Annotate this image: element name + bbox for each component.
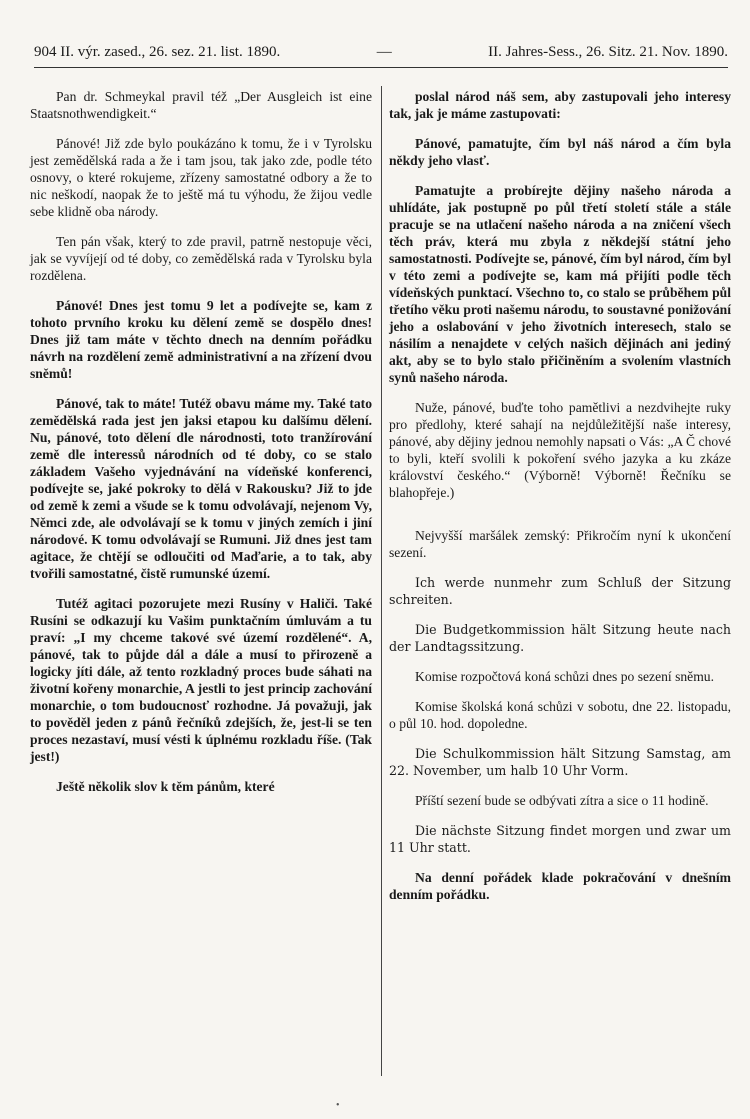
header-rule [34, 67, 728, 68]
paragraph: Pánové! Dnes jest tomu 9 let a podívejte se, kam z tohoto prvního kroku ku dělení země se dospělo dnes! Dnes již tam máte v těchto dnech na denním pořádku návrh na rozdělení země administrativní a na zřízení dvou sněmů! [30, 298, 372, 381]
header-separator: — [376, 44, 392, 60]
paragraph: Die Budgetkommission hält Sitzung heute nach der Landtagssitzung. [389, 622, 731, 654]
page-header [34, 40, 728, 64]
paragraph: Pan dr. Schmeykal pravil též „Der Ausgleich ist eine Staatsnothwendigkeit.“ [30, 89, 372, 121]
left-column [30, 88, 372, 808]
paragraph: Pánové, pamatujte, čím byl náš národ a čím byla někdy jeho vlasť. [389, 136, 731, 168]
paragraph: Pamatujte a probírejte dějiny našeho národa a uhlídáte, jak postupně po půl třetí století stále a stále pracuje se na utlačení našeho národa a na zničení všech těch práv, která mu zbyla z někdejší státní jeho samostatnosti. Podívejte se, pánové, čím byl národ, čím byl v této zemi a podívejte se, kam má přijíti podle těch vídeňských punktací. Všechno to, co stalo se průběhem půl třetího věku proti našemu národu, to soustavné ponižování jeho a oslabování v jeho životních interesech, stalo se násilím a nenajdete v celých našich dějinách ani jediný akt, aby se to bylo stalo přičiněním a svolením vlastních synů našeho národa. [389, 183, 731, 385]
header-right: II. Jahres-Sess., 26. Sitz. 21. Nov. 1890. [488, 44, 728, 60]
paragraph: Příští sezení bude se odbývati zítra a sice o 11 hodině. [415, 793, 709, 808]
speaker-paragraph: Nejvyšší maršálek zemský: Přikročím nyní k ukončení sezení. [389, 528, 731, 560]
paragraph: Die nächste Sitzung findet morgen und zwar um 11 Uhr statt. [389, 823, 731, 855]
paragraph: Ten pán však, který to zde pravil, patrně nestopuje věci, jak se vyvíjejí od té doby, co zemědělská rada v Tyrolsku byla rozdělena. [30, 234, 372, 283]
paragraph: Die Schulkommission hält Sitzung Samstag, am 22. November, um halb 10 Uhr Vorm. [389, 746, 731, 778]
right-column [389, 88, 731, 916]
paragraph: Nuže, pánové, buďte toho pamětlivi a nezdvihejte ruky pro předlohy, které sahají na nejdůležitější naše interesy, pánové, aby dějiny jednou nemohly napsati o Vás: „A Č chové to byli, kteří svolili k pokoření svého jazyka a ku zkáze království českého.“ (Výborně! Výborně! Řečníku se blahopřeje.) [389, 400, 731, 500]
paragraph: Pánové! Již zde bylo poukázáno k tomu, že i v Tyrolsku jest zemědělská rada a že i tam jsou, tak jako zde, podle této osnovy, o které rokujeme, zřízeny samostatné odbory a že to nic neškodí, naopak že to ještě má tu výhodu, že žijou vedle sebe klidně oba národy. [30, 136, 372, 219]
paragraph: poslal národ náš sem, aby zastupovali jeho interesy tak, jak je máme zastupovati: [389, 89, 731, 121]
paragraph: Komise rozpočtová koná schůzi dnes po sezení sněmu. [415, 669, 714, 684]
paragraph: Na denní pořádek klade pokračování v dnešním denním pořádku. [389, 870, 731, 902]
header-left: 904 II. výr. zased., 26. sez. 21. list. 1890. [34, 44, 281, 60]
footer-mark: • [336, 1100, 340, 1111]
column-divider [381, 86, 382, 1076]
paragraph: Pánové, tak to máte! Tutéž obavu máme my. Také tato zemědělská rada jest jen jaksi etapou ku dalšímu dělení. Nu, pánové, toto dělení dle národnosti, toto tranžírování země dle interessů národních od té doby, co se stalo základem Vašeho vyjednávání na vídeňské konferenci, podívejte se, jaké pokroky to dělá v Rakousku? Již to jde od země k zemi a všude se k tomu odvolávají, nejenom Vy, Němci zde, ale odvolávají se k tomu v jiných zemích i jiní národové. K tomu odvolávají se Rumuni. Již dnes jest tam agitace, že chtějí se odloučiti od Maďarie, a to tak, aby tvořili samostatné, čistě rumunské území. [30, 396, 372, 581]
paragraph: Komise školská koná schůzi v sobotu, dne 22. listopadu, o půl 10. hod. dopoledne. [389, 699, 731, 731]
paragraph: Tutéž agitaci pozorujete mezi Rusíny v Haliči. Také Rusíni se odkazují ku Vašim punktačním úmluvám a tu praví: „I my chceme takové své území rozdělené“. A, pánové, tak to půjde dál a dále a musí to přirozeně a logicky jíti dále, až tento rozkladný proces bude sáhati na životní kořeny monarchie, A jestli to jest princip zachování monarchie, o tom budoucnosť rozhodne. Já považuji, jak to pověděl jeden z pánů řečníků zdejších, že, jest-li se ten proces nezastaví, musí vésti k úplnému rozkladu říše. (Tak jest!) [30, 596, 372, 764]
paragraph: Ich werde nunmehr zum Schluß der Sitzung schreiten. [389, 575, 731, 607]
paragraph: Ještě několik slov k těm pánům, které [56, 779, 275, 794]
